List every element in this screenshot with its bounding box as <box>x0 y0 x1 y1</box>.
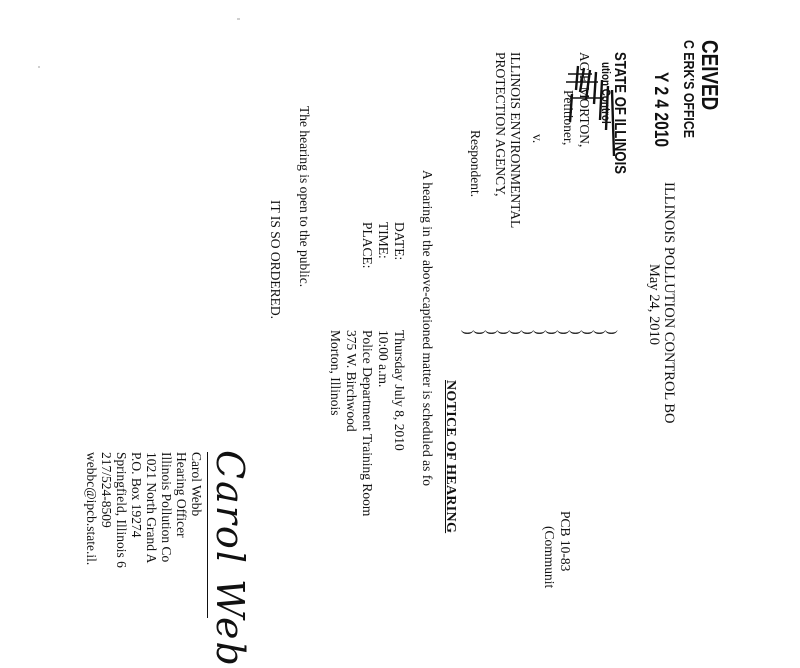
board-heading: ILLINOIS POLLUTION CONTROL BO <box>661 182 677 424</box>
respondent-name-line2: PROTECTION AGENCY, <box>493 52 508 197</box>
place-line3: Morton, Illinois <box>328 330 343 416</box>
case-number: PCB 10-83 <box>558 511 573 572</box>
time-value: 10:00 a.m. <box>376 330 391 388</box>
signer-address3: Springfield, Illinois 6 <box>114 452 129 568</box>
signer-email: webbc@ipcb.state.il. <box>84 452 99 566</box>
stamp-clerks-office: C ERK'S OFFICE <box>680 40 697 138</box>
stamp-control: ution Control <box>599 62 613 124</box>
bracket: ) <box>485 330 500 335</box>
stamp-date: Y 2 4 2010 <box>650 72 671 148</box>
scan-speck <box>237 18 240 20</box>
petitioner-role: Petitioner, <box>561 90 576 146</box>
signer-title: Hearing Officer <box>174 452 189 538</box>
bracket: ) <box>593 330 608 335</box>
versus: v. <box>530 134 545 144</box>
bracket: ) <box>605 330 620 335</box>
signer-address1: 1021 North Grand A <box>144 452 159 564</box>
public-statement: The hearing is open to the public. <box>297 106 312 288</box>
heading-date: May 24, 2010 <box>646 264 662 345</box>
bracket: ) <box>569 330 584 335</box>
signer-name: Carol Webb <box>189 452 204 517</box>
handwritten-signature: Carol Web <box>208 450 252 668</box>
date-value: Thursday July 8, 2010 <box>392 330 407 451</box>
place-line2: 375 W. Birchwood <box>344 330 359 432</box>
respondent-name-line1: ILLINOIS ENVIRONMENTAL <box>508 52 523 229</box>
bracket: ) <box>509 330 524 335</box>
signer-address2: P.O. Box 19274 <box>129 452 144 538</box>
bracket: ) <box>533 330 548 335</box>
scan-speck <box>38 66 40 68</box>
signature-rule <box>207 452 208 618</box>
signer-phone: 217/524-8509 <box>99 452 114 528</box>
bracket: ) <box>557 330 572 335</box>
place-line1: Police Department Training Room <box>360 330 375 517</box>
date-label: DATE: <box>392 222 407 261</box>
signer-org: Illinois Pollution Co <box>159 452 174 563</box>
bracket: ) <box>545 330 560 335</box>
time-label: TIME: <box>376 222 391 259</box>
notice-intro: A hearing in the above-captioned matter is scheduled as fo <box>420 170 435 487</box>
bracket: ) <box>461 330 476 335</box>
bracket: ) <box>581 330 596 335</box>
petitioner-name: AG E MORTON, <box>577 52 592 148</box>
bracket: ) <box>497 330 512 335</box>
place-label: PLACE: <box>360 222 375 269</box>
respondent-role: Respondent. <box>468 130 483 198</box>
notice-title: NOTICE OF HEARING <box>443 380 458 534</box>
stamp-received: CEIVED <box>697 40 723 111</box>
order-statement: IT IS SO ORDERED. <box>268 200 283 320</box>
bracket: ) <box>473 330 488 335</box>
case-type: (Communit <box>542 526 557 589</box>
stamp-state: STATE OF ILLINOIS <box>611 52 628 174</box>
bracket: ) <box>521 330 536 335</box>
